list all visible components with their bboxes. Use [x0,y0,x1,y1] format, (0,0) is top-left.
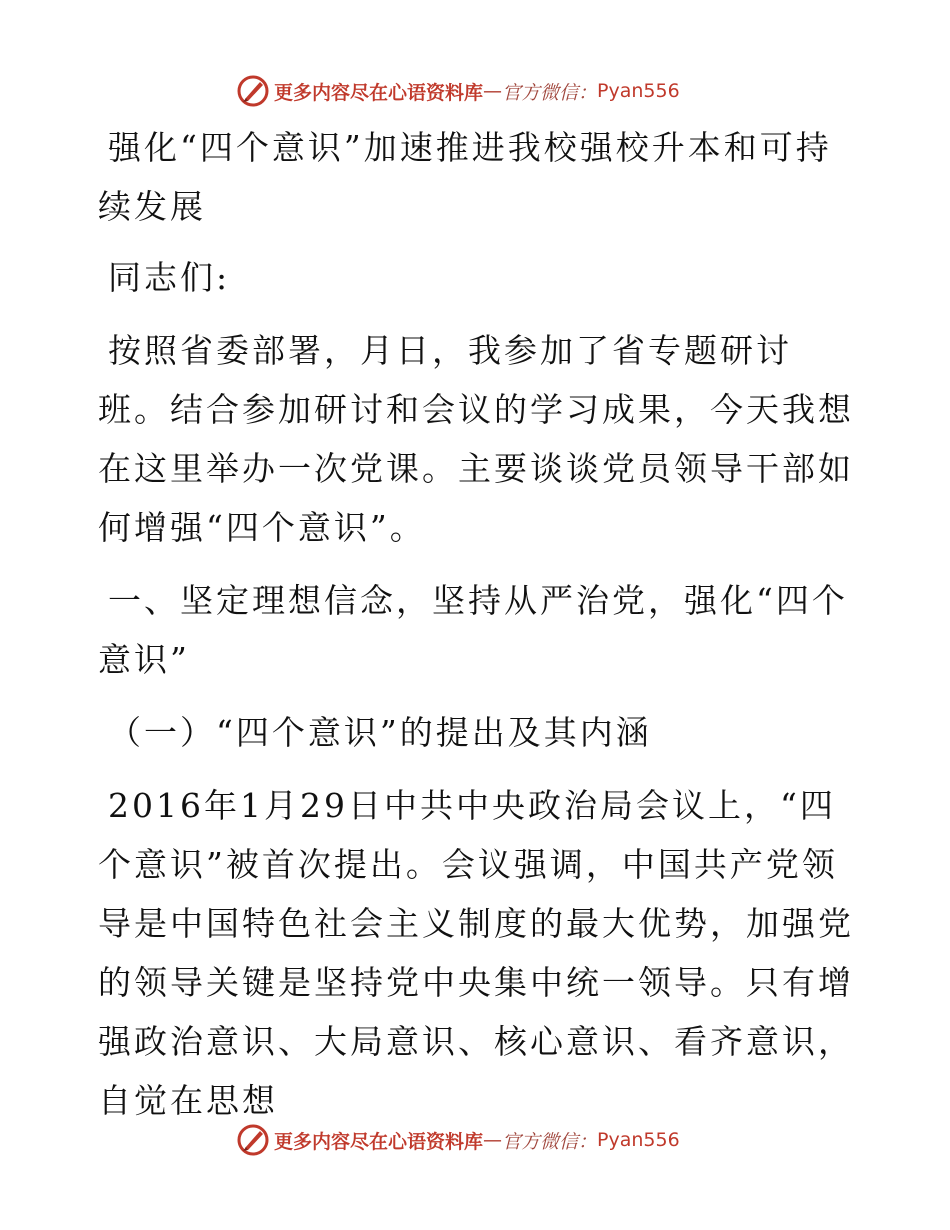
quill-pen-logo-icon [236,1123,270,1157]
watermark-wechat-label: 官方微信： [502,81,598,104]
paragraph-intro: 按照省委部署，月日，我参加了省专题研讨班。结合参加研讨和会议的学习成果，今天我想在这里举办一次党课。主要谈谈党员领导干部如何增强“四个意识”。 [98,331,854,547]
document-body [98,118,858,1144]
watermark-wechat-label: 官方微信： [502,1130,598,1153]
watermark-dash: — [483,1129,503,1151]
section-heading-1: 一、坚定理想信念，坚持从严治党，强化“四个意识” [98,581,848,679]
paragraph-salutation: 同志们: [108,258,231,297]
header-watermark [236,73,680,109]
watermark-wechat-id: Pyan556 [597,1129,680,1151]
watermark-dash: — [483,80,503,102]
paragraph-body: 2016年1月29日中共中央政治局会议上，“四个意识”被首次提出。会议强调，中国共产党领导是中国特色社会主义制度的最大优势，加强党的领导关键是坚持党中央集中统一领导。只有增强政治意识、大局意识、核心意识、看齐意识，自觉在思想 [98,786,854,1120]
quill-pen-logo-icon [236,74,270,108]
document-title: 强化“四个意识”加速推进我校强校升本和可持续发展 [98,128,832,226]
subsection-heading-1: （一）“四个意识”的提出及其内涵 [108,713,652,752]
watermark-main-text: 更多内容尽在心语资料库 [274,1130,484,1153]
watermark-main-text: 更多内容尽在心语资料库 [274,81,484,104]
footer-watermark [236,1122,680,1158]
watermark-wechat-id: Pyan556 [597,80,680,102]
